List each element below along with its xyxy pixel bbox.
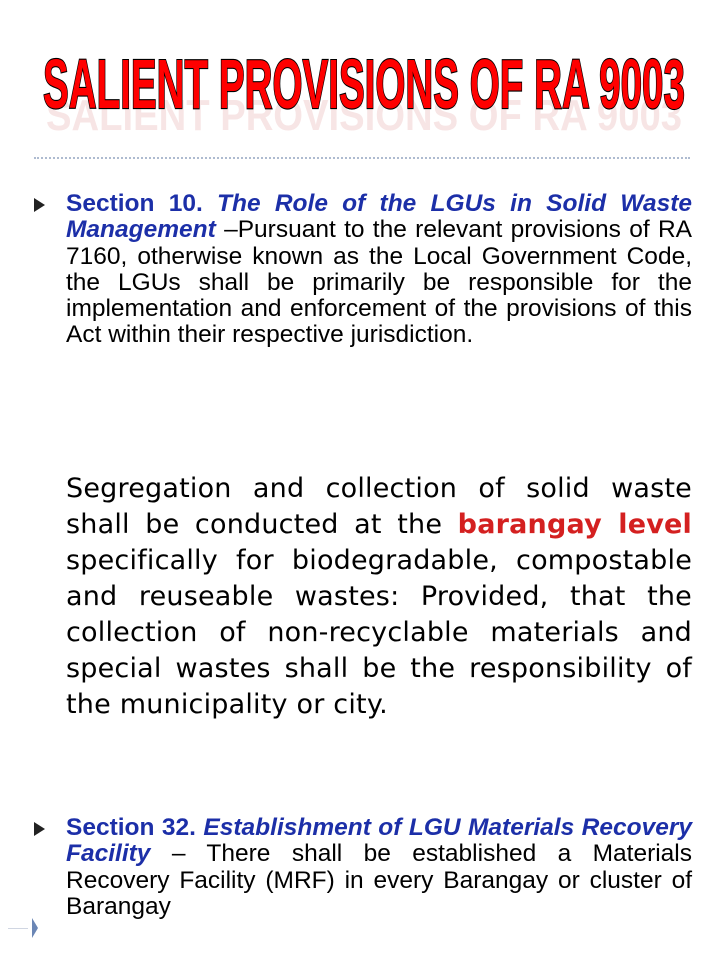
bullet-icon	[34, 198, 45, 212]
title-divider	[34, 157, 690, 159]
section-32-subtitle: Establishment of LGU Materials Recovery Facility	[66, 814, 692, 868]
title-shadow: SALIENT PROVISIONS OF RA 9003	[46, 91, 682, 140]
title-text: SALIENT PROVISIONS OF RA 9003	[43, 45, 685, 123]
section-32-paragraph	[66, 815, 692, 920]
segregation-paragraph	[66, 471, 692, 723]
section-10-paragraph	[66, 191, 692, 349]
bullet-icon	[34, 822, 45, 836]
section-10-body: –Pursuant to the relevant provisions of RA 7160, otherwise known as the Local Government Code, the LGUs shall be primarily be responsible for the implementation and enforcement of the provisions of this Act within their respective jurisdiction.	[66, 216, 692, 349]
barangay-level-highlight: barangay level	[457, 509, 692, 540]
section-32-heading: Section 32.	[66, 814, 196, 841]
segregation-text-after: specifically for biodegradable, compostable and reuseable wastes: Provided, that the collection of non-recyclable materials and special wastes shall be the responsibility of the municipality or city.	[66, 545, 692, 720]
slide-title	[0, 18, 728, 143]
section-32-body: – There shall be established a Materials Recovery Facility (MRF) in every Barangay or cluster of Barangay	[66, 840, 692, 920]
side-arrow-icon	[32, 918, 38, 938]
section-10-subtitle: The Role of the LGUs in Solid Waste Management	[66, 190, 692, 244]
segregation-text-before: Segregation and collection of solid waste shall be conducted at the	[66, 473, 692, 540]
section-10-heading: Section 10.	[66, 190, 203, 217]
side-line	[8, 928, 28, 929]
